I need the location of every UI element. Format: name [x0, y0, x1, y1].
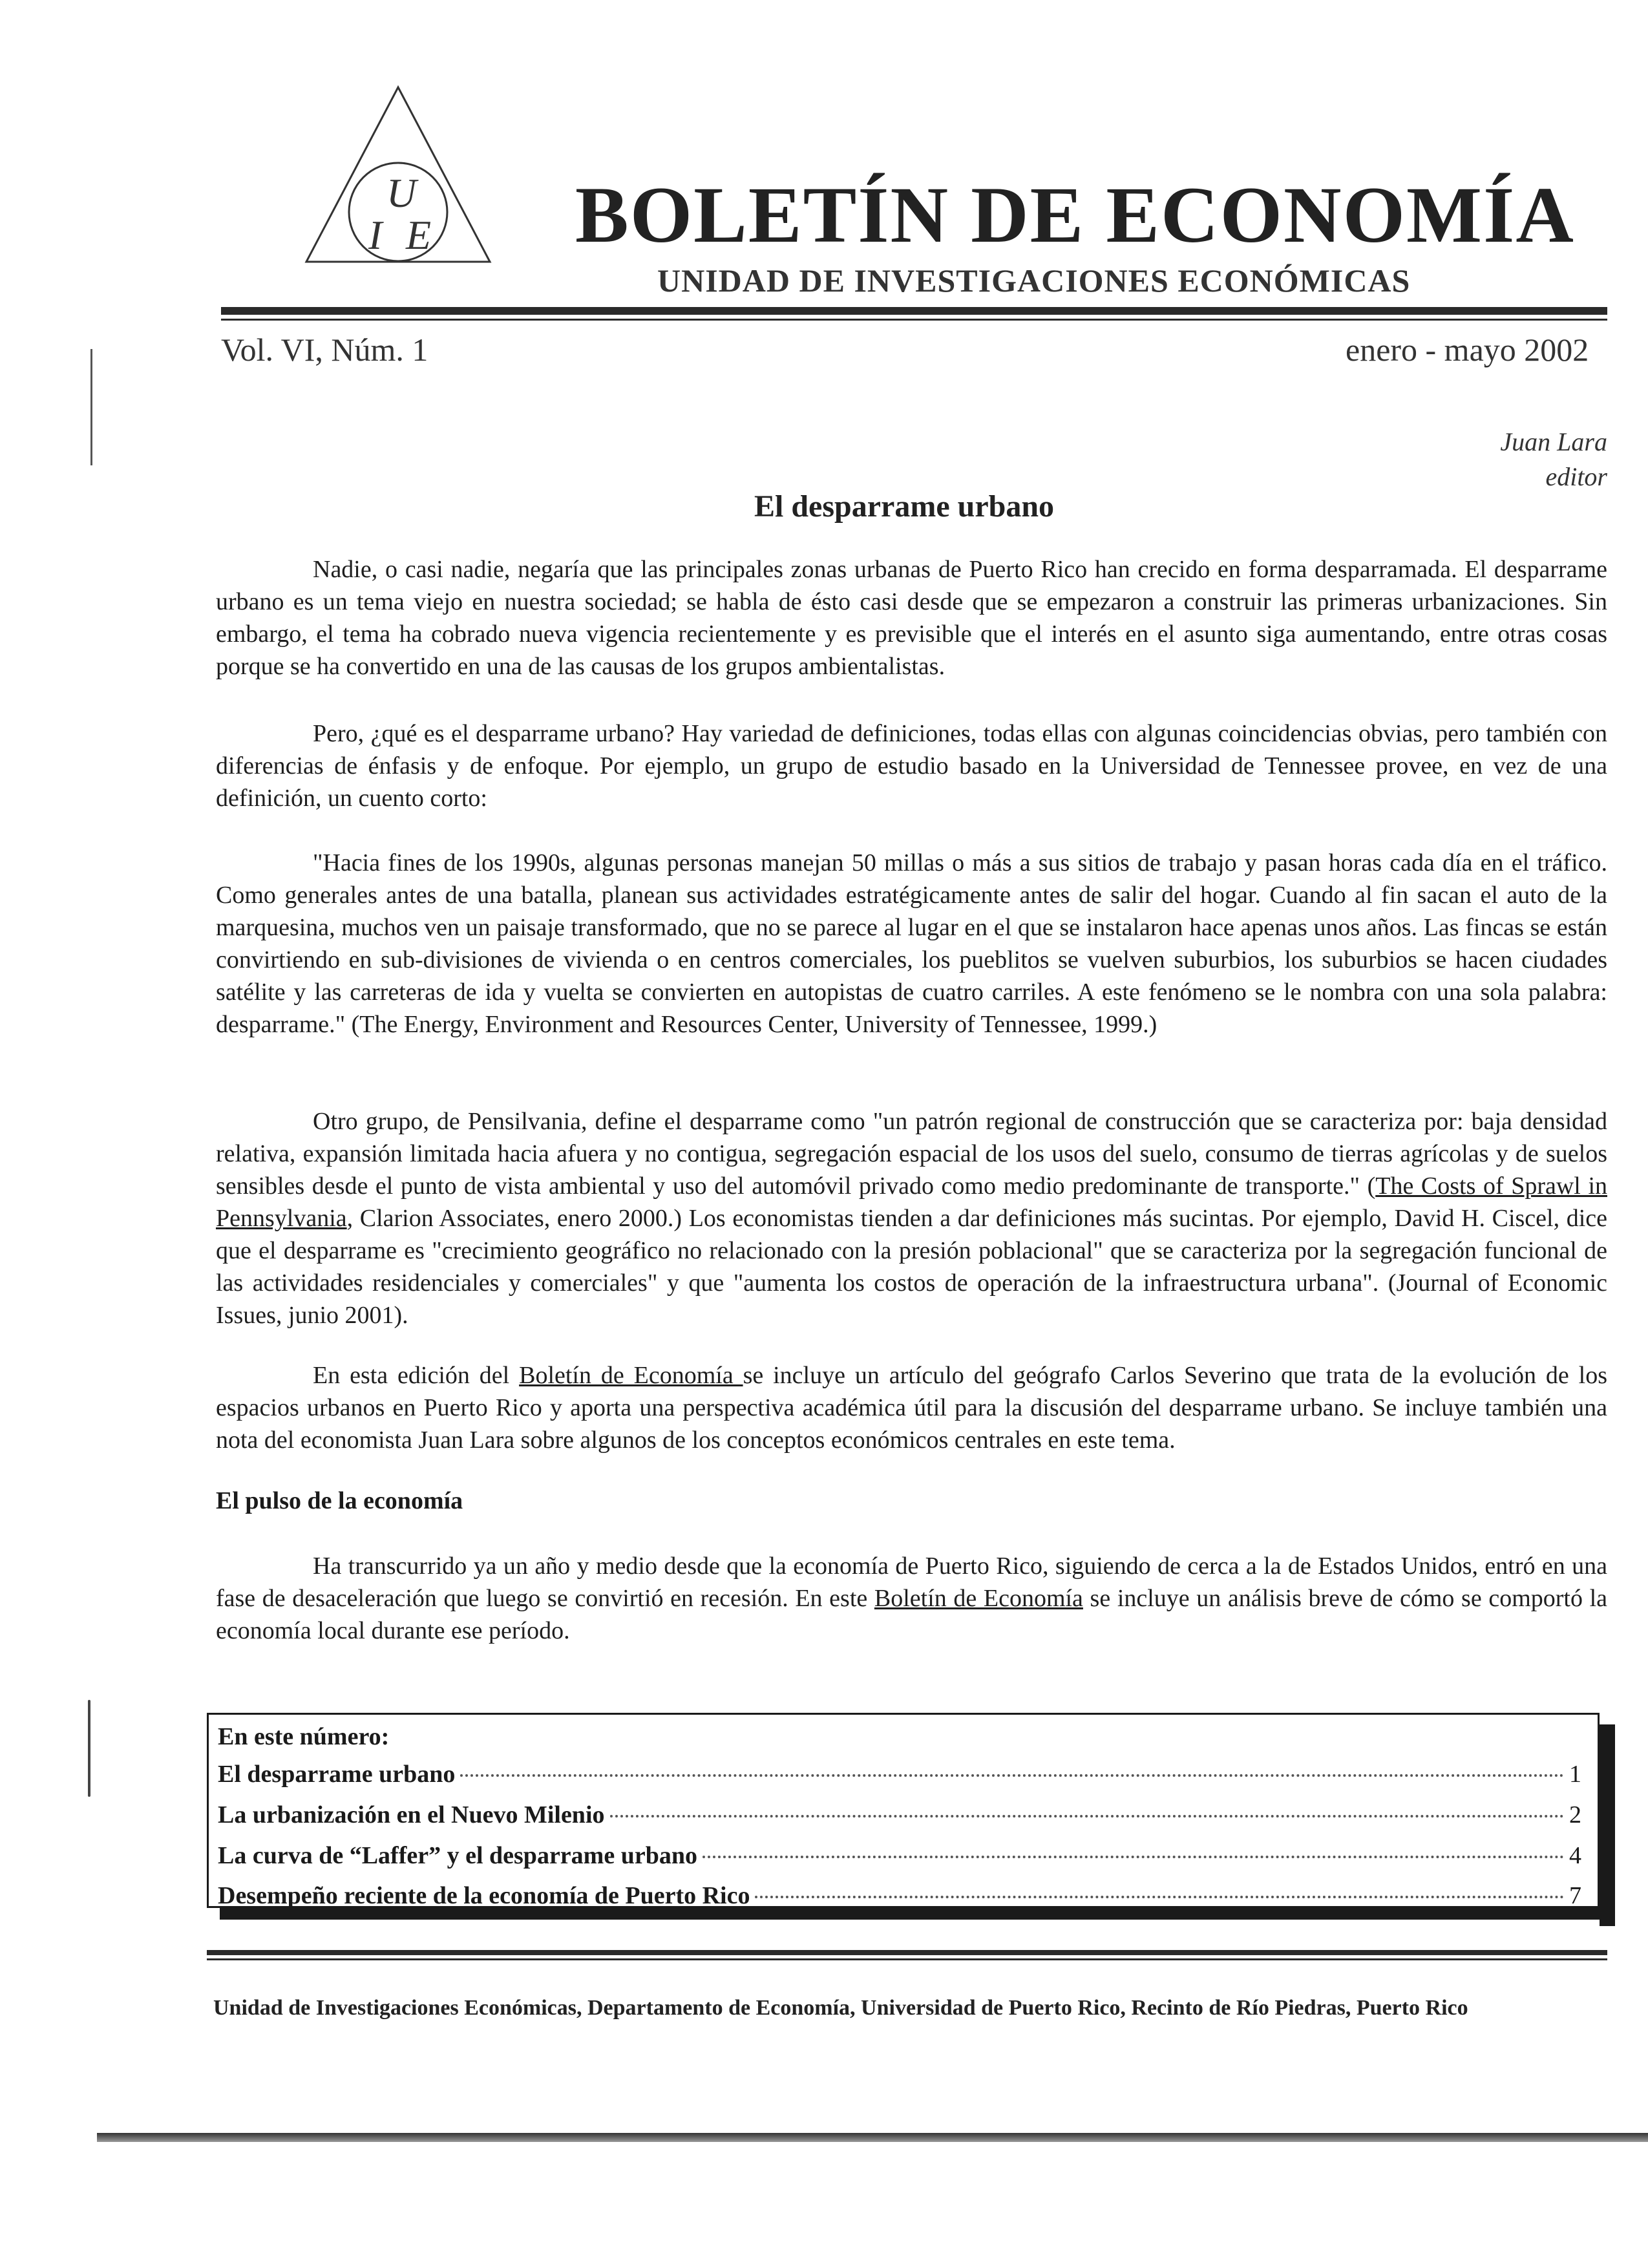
paragraph-text: Pero, ¿qué es el desparrame urbano? Hay variedad de definiciones, todas ellas con algunas coincidencias obvias, pero también con diferencias de énfasis y de enfoque. Por ejemplo, un grupo de estudio basado en la Universidad de Tennessee provee, en vez de una definición, un cuento corto:	[216, 720, 1607, 812]
section-heading: El pulso de la economía	[216, 1487, 463, 1514]
toc-entry-page: 7	[1569, 1882, 1581, 1909]
paragraph-text: se incluye un artículo del geógrafo Carlos Severino que trata de la evolución de los espacios urbanos en Puerto Rico y aporta una perspectiva académica útil para la discusión del desparrame urbano. Se incluye también una nota del economista Juan Lara sobre algunos de los conceptos económicos centrales en este tema.	[216, 1362, 1607, 1454]
toc-entry-page: 1	[1569, 1761, 1581, 1788]
toc-leader-dots	[610, 1815, 1565, 1818]
toc-entry-page: 2	[1569, 1801, 1581, 1828]
footer-rule	[207, 1950, 1607, 1955]
editor-name: Juan Lara	[1500, 427, 1607, 456]
paragraph-text: Otro grupo, de Pensilvania, define el desparrame como "un patrón regional de construcción que se caracteriza por: baja densidad relativa, expansión limitada hacia afuera y no contigua, segregación espacial de los usos del suelo, consumo de tierras agrícolas y de suelos sensibles desde el punto de vista ambiental y uso del automóvil privado como medio predominante de transporte." (	[216, 1108, 1607, 1200]
cited-title: Boletín de Economía	[874, 1585, 1083, 1612]
article-paragraph	[216, 717, 1607, 814]
quoted-paragraph	[216, 847, 1607, 1041]
toc-entry-page: 4	[1569, 1842, 1581, 1869]
issue-date: enero - mayo 2002	[1346, 332, 1589, 368]
logo-letter-i: I	[368, 212, 383, 258]
scan-edge-mark	[90, 349, 92, 465]
logo-letter-u: U	[386, 170, 417, 216]
bulletin-title: BOLETÍN DE ECONOMÍA	[575, 171, 1575, 259]
masthead-rule-thin	[221, 319, 1607, 321]
cited-title: The Costs of Sprawl in Pennsylvania	[216, 1172, 1607, 1232]
article-title: El desparrame urbano	[754, 489, 1055, 524]
paragraph-text: "Hacia fines de los 1990s, algunas personas manejan 50 millas o más a sus sitios de trabajo y pasan horas cada día en el tráfico. Como generales antes de una batalla, planean sus actividades estratégicamente antes de salir del hogar. Cuando al fin sacan el auto de la marquesina, muchos ven un paisaje transformado, que no se parece al lugar en el que se instalaron hace apenas unos años. Las fincas se están convirtiendo en sub-divisiones de vivienda o en centros comerciales, los pueblitos se vuelven suburbios, los suburbios se hacen ciudades satélite y las carreteras de ida y vuelta se convierten en autopistas de cuatro carriles. A este fenómeno se le nombra con una sola palabra: desparrame." (The Energy, Environment and Resources Center, University of Tennessee, 1999.)	[216, 849, 1607, 1038]
toc-entry[interactable]	[218, 1881, 1581, 1920]
article-paragraph	[216, 1105, 1607, 1331]
toc-entry-title: Desempeño reciente de la economía de Puerto Rico	[218, 1882, 750, 1909]
scan-bottom-edge	[97, 2133, 1648, 2142]
masthead-rule	[221, 307, 1607, 315]
scan-edge-mark	[88, 1700, 90, 1797]
paragraph-text: Nadie, o casi nadie, negaría que las principales zonas urbanas de Puerto Rico han crecido en forma desparramada. El desparrame urbano es un tema viejo en nuestra sociedad; se habla de ésto casi desde que se empezaron a construir las primeras urbanizaciones. Sin embargo, el tema ha cobrado nueva vigencia recientemente y es previsible que el interés en el asunto siga aumentando, entre otras cosas porque se ha convertido en una de las causas de los grupos ambientalistas.	[216, 556, 1607, 680]
footer-rule-thin	[207, 1958, 1607, 1960]
cited-title: Boletín de Economía	[519, 1362, 743, 1389]
article-paragraph	[216, 1550, 1607, 1647]
toc-leader-dots	[703, 1856, 1564, 1858]
logo-letter-e: E	[406, 212, 432, 258]
article-paragraph	[216, 1359, 1607, 1456]
toc-shadow	[1600, 1724, 1615, 1926]
toc-leader-dots	[460, 1774, 1564, 1777]
footer-institution: Unidad de Investigaciones Económicas, Departamento de Economía, Universidad de Puerto Rico, Recinto de Río Piedras, Puerto Rico	[213, 1996, 1468, 2020]
toc-entry-title: La curva de “Laffer” y el desparrame urbano	[218, 1842, 697, 1869]
toc-entry[interactable]	[218, 1801, 1581, 1839]
toc-entry-title: La urbanización en el Nuevo Milenio	[218, 1801, 605, 1828]
toc-entry[interactable]	[218, 1760, 1581, 1799]
editor-role: editor	[1545, 462, 1607, 491]
toc-entry[interactable]	[218, 1841, 1581, 1880]
paragraph-text: , Clarion Associates, enero 2000.) Los economistas tienden a dar definiciones más sucintas. Por ejemplo, David H. Ciscel, dice que el desparrame es "crecimiento geográfico no relacionado con la presión poblacional" que se caracteriza por la segregación funcional de las actividades residenciales y comerciales" y que "aumenta los costos de operación de la infraestructura urbana". (Journal of Economic Issues, junio 2001).	[216, 1205, 1607, 1329]
toc-heading: En este número:	[218, 1723, 390, 1750]
bulletin-subtitle: UNIDAD DE INVESTIGACIONES ECONÓMICAS	[657, 262, 1411, 299]
article-paragraph	[216, 553, 1607, 683]
uie-logo	[301, 84, 495, 265]
paragraph-text: se incluye un análisis breve de cómo se comportó la economía local durante ese período.	[216, 1585, 1608, 1644]
toc-leader-dots	[755, 1896, 1564, 1898]
table-of-contents	[207, 1713, 1600, 1908]
paragraph-text: En esta edición del	[313, 1362, 520, 1389]
volume-number: Vol. VI, Núm. 1	[221, 332, 428, 368]
toc-entry-title: El desparrame urbano	[218, 1761, 456, 1788]
editor-credit	[1422, 425, 1607, 494]
paragraph-text: Ha transcurrido ya un año y medio desde que la economía de Puerto Rico, siguiendo de cerca a la de Estados Unidos, entró en una fase de desaceleración que luego se convirtió en recesión. En este	[216, 1553, 1607, 1612]
